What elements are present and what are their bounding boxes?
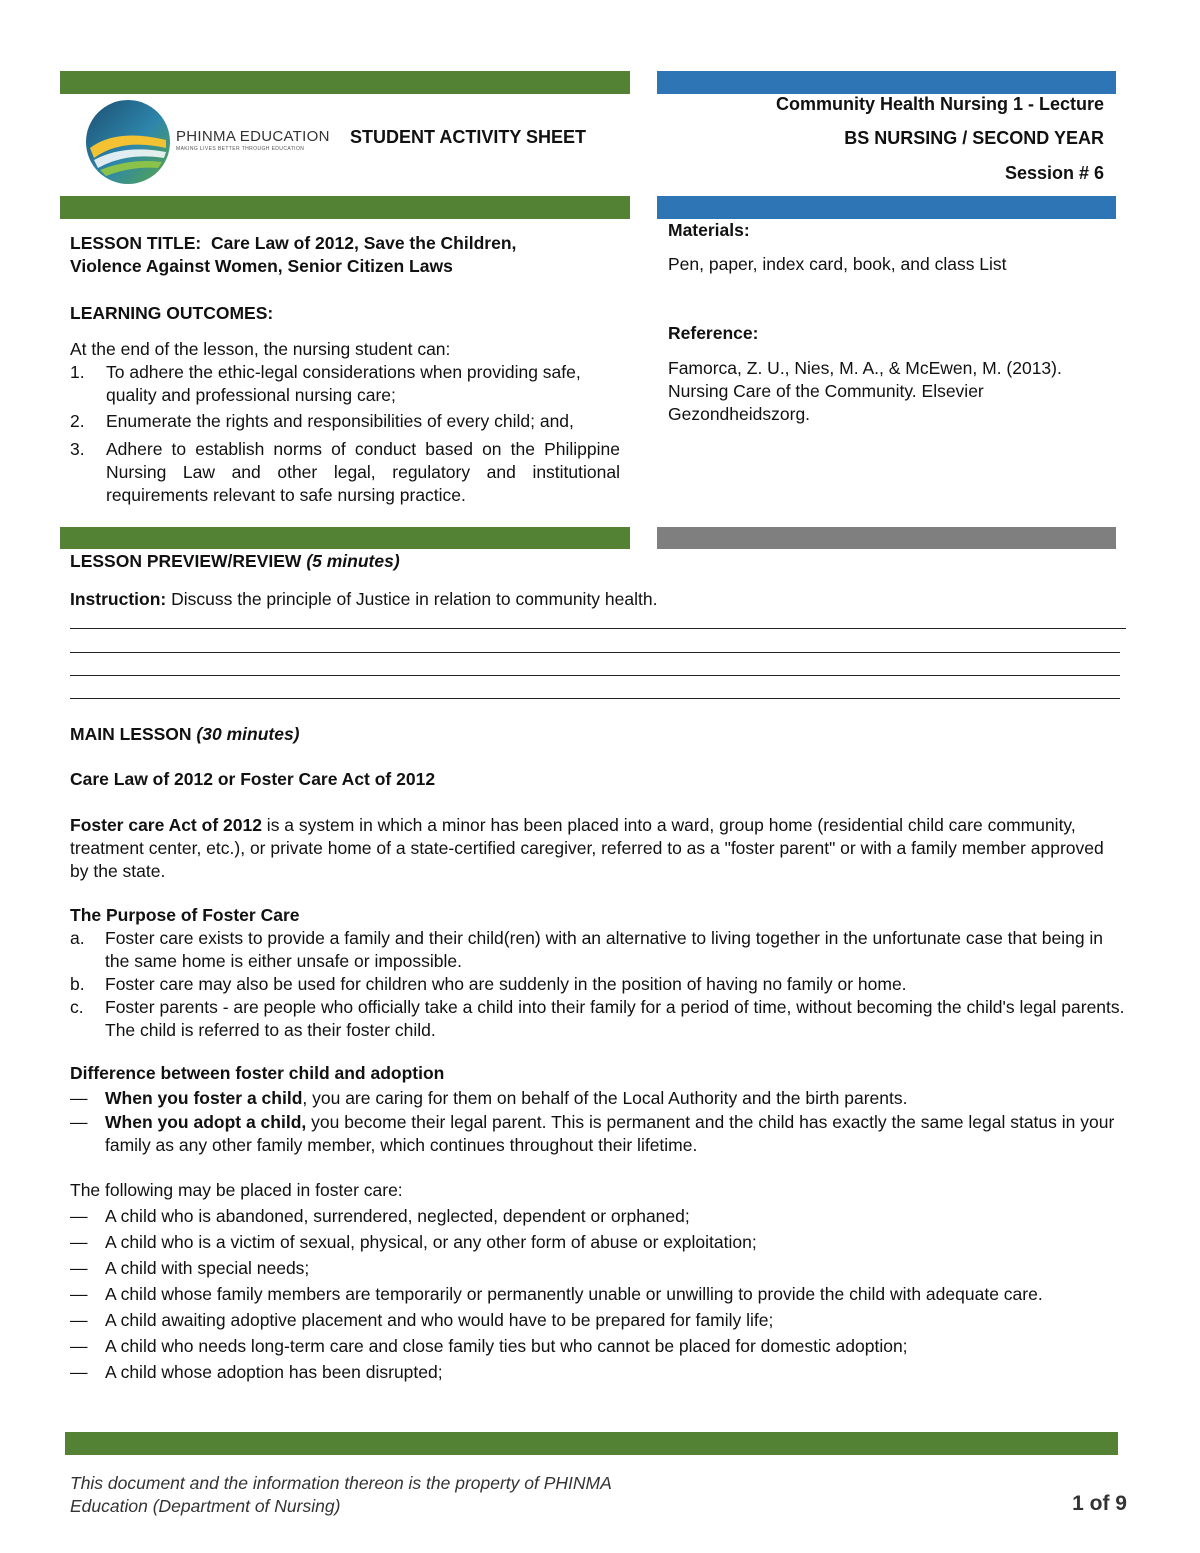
sheet-title: STUDENT ACTIVITY SHEET: [350, 127, 587, 147]
dash-marker: —: [70, 1284, 88, 1304]
difference-item: [70, 1111, 1130, 1157]
dash-marker: —: [70, 1232, 88, 1252]
reference-text: Famorca, Z. U., Nies, M. A., & McEwen, M. (2013). Nursing Care of the Community. Elsevier Gezondheidszorg.: [668, 358, 1062, 424]
purpose-marker: b.: [70, 974, 85, 994]
header-bar-right-top: [657, 71, 1116, 94]
footer-line1: This document and the information thereon is the property of PHINMA: [70, 1473, 612, 1493]
purpose-text: Foster care exists to provide a family and their child(ren) with an alternative to living together in the unfortunate case that being in the same home is either unsafe or impossible.: [105, 928, 1104, 971]
purpose-marker: c.: [70, 997, 84, 1017]
outcomes-intro: At the end of the lesson, the nursing student can:: [70, 339, 451, 359]
dash-marker: —: [70, 1112, 88, 1132]
section-bar-right: [657, 527, 1116, 549]
main-subheading: Care Law of 2012 or Foster Care Act of 2012: [70, 769, 436, 789]
footer-notice: [70, 1472, 612, 1518]
difference-text: , you are caring for them on behalf of the Local Authority and the birth parents.: [302, 1088, 908, 1108]
preview-duration: (5 minutes): [306, 551, 400, 571]
dash-marker: —: [70, 1258, 88, 1278]
header-bar-right-bottom: [657, 196, 1116, 219]
instruction-label: Instruction:: [70, 589, 167, 609]
outcomes-list: [70, 361, 620, 507]
footer-line2: Education (Department of Nursing): [70, 1496, 341, 1516]
page-number: 1 of 9: [1072, 1492, 1127, 1515]
placed-text: A child who is abandoned, surrendered, neglected, dependent or orphaned;: [105, 1206, 690, 1226]
placed-text: A child who needs long-term care and close family ties but who cannot be placed for domestic adoption;: [105, 1336, 908, 1356]
dash-marker: —: [70, 1362, 88, 1382]
outcome-number: 2.: [70, 411, 85, 431]
dash-marker: —: [70, 1206, 88, 1226]
purpose-text: Foster care may also be used for children who are suddenly in the position of having no family or home.: [105, 974, 907, 994]
placed-list: [70, 1205, 1130, 1384]
difference-heading: Difference between foster child and adoption: [70, 1063, 445, 1083]
lesson-title-line1: Care Law of 2012, Save the Children,: [210, 233, 517, 253]
answer-line[interactable]: [70, 675, 1120, 676]
lesson-title-line2: Violence Against Women, Senior Citizen Laws: [70, 256, 453, 276]
outcome-item: [70, 438, 620, 507]
outcome-number: 3.: [70, 439, 85, 459]
para-bold: Foster care Act of 2012: [70, 815, 262, 835]
main-heading: [70, 724, 300, 745]
difference-bold: When you foster a child: [105, 1088, 303, 1108]
placed-item: [70, 1283, 1130, 1306]
logo-tagline: MAKING LIVES BETTER THROUGH EDUCATION: [176, 146, 305, 152]
placed-text: A child whose adoption has been disrupted;: [105, 1362, 443, 1382]
preview-title: LESSON PREVIEW/REVIEW: [70, 551, 302, 571]
placed-item: [70, 1335, 1130, 1358]
course-title: Community Health Nursing 1 - Lecture: [775, 94, 1104, 114]
answer-line[interactable]: [70, 698, 1120, 699]
dash-marker: —: [70, 1310, 88, 1330]
purpose-list: [70, 927, 1130, 1042]
outcome-text: Adhere to establish norms of conduct based on the Philippine Nursing Law and other legal, regulatory and institutional requirements relevant to safe nursing practice.: [106, 439, 620, 505]
purpose-item: [70, 927, 1130, 973]
outcome-text: Enumerate the rights and responsibilities of every child; and,: [106, 411, 574, 431]
purpose-text: Foster parents - are people who officially take a child into their family for a period of time, without becoming the child's legal parents. The child is referred to as their foster child.: [105, 997, 1125, 1040]
preview-heading: [70, 551, 400, 572]
phinma-emblem-icon: [86, 98, 170, 186]
materials-text: Pen, paper, index card, book, and class List: [668, 254, 1007, 274]
placed-item: [70, 1231, 1130, 1254]
purpose-item: [70, 973, 1130, 996]
phinma-logo: [86, 98, 336, 188]
footer-bar: [65, 1432, 1118, 1455]
answer-line[interactable]: [70, 652, 1120, 653]
outcome-number: 1.: [70, 362, 85, 382]
purpose-heading: The Purpose of Foster Care: [70, 905, 300, 925]
placed-item: [70, 1361, 1130, 1384]
answer-line[interactable]: [70, 628, 1126, 629]
para-text: is a system in which a minor has been placed into a ward, group home (residential child care community, treatment center, etc.), or private home of a state-certified caregiver, referred to as a "foster parent" or with a family member approved by the state.: [70, 815, 1104, 881]
difference-text: you become their legal parent. This is permanent and the child has exactly the same legal status in your family as any other family member, which continues throughout their lifetime.: [105, 1112, 1115, 1155]
placed-text: A child who is a victim of sexual, physical, or any other form of abuse or exploitation;: [105, 1232, 757, 1252]
header-bar-left-top: [60, 71, 630, 94]
difference-list: [70, 1087, 1130, 1157]
materials-heading: Materials:: [668, 220, 750, 240]
placed-text: A child awaiting adoptive placement and who would have to be prepared for family life;: [105, 1310, 774, 1330]
placed-item: [70, 1205, 1130, 1228]
purpose-marker: a.: [70, 928, 85, 948]
difference-item: [70, 1087, 1130, 1110]
dash-marker: —: [70, 1336, 88, 1356]
placed-item: [70, 1309, 1130, 1332]
main-duration: (30 minutes): [196, 724, 300, 744]
preview-instruction: [70, 589, 657, 610]
dash-marker: —: [70, 1088, 88, 1108]
outcomes-heading: LEARNING OUTCOMES:: [70, 303, 274, 323]
header-bar-left-bottom: [60, 196, 630, 219]
placed-text: A child with special needs;: [105, 1258, 310, 1278]
outcome-item: [70, 410, 600, 433]
foster-care-paragraph: [70, 814, 1120, 883]
purpose-item: [70, 996, 1130, 1042]
outcome-item: [70, 361, 600, 407]
outcome-text: To adhere the ethic-legal considerations when providing safe, quality and professional nursing care;: [106, 362, 581, 405]
main-title: MAIN LESSON: [70, 724, 192, 744]
instruction-text: Discuss the principle of Justice in relation to community health.: [171, 589, 658, 609]
placed-text: A child whose family members are temporarily or permanently unable or unwilling to provide the child with adequate care.: [105, 1284, 1043, 1304]
placed-intro: The following may be placed in foster care:: [70, 1180, 403, 1200]
program-year: BS NURSING / SECOND YEAR: [844, 128, 1104, 148]
logo-text: PHINMA EDUCATION: [176, 128, 330, 145]
lesson-title: [70, 232, 630, 278]
placed-item: [70, 1257, 1130, 1280]
session-number: Session # 6: [1004, 163, 1104, 183]
reference-heading: Reference:: [668, 323, 759, 343]
difference-bold: When you adopt a child,: [105, 1112, 307, 1132]
section-bar-left: [60, 527, 630, 549]
lesson-title-label: LESSON TITLE:: [70, 233, 202, 253]
